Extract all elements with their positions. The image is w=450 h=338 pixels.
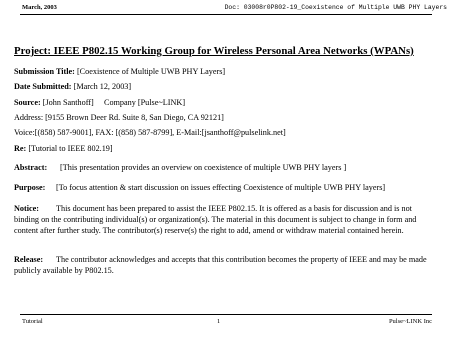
header-date: March, 2003	[22, 4, 57, 11]
source-label: Source:	[14, 98, 41, 107]
date-submitted-line	[14, 82, 131, 91]
release-label: Release:	[14, 255, 44, 264]
re-line	[14, 144, 113, 153]
notice-text: This document has been prepared to assist the IEEE P802.15. It is offered as a basis for discussion and is not binding on the contributing individual(s) or organization(s). The material in this document is subject to change in form and content after further study. The contributor(s) reserve(s) the right to add, amend or withdraw material contained herein.	[14, 204, 417, 235]
abstract-value: [This presentation provides an overview on coexistence of multiple UWB PHY layers ]	[60, 163, 347, 172]
release-text: The contributor acknowledges and accepts that this contribution becomes the property of IEEE and may be made publicly available by P802.15.	[14, 255, 427, 275]
page-title: Project: IEEE P802.15 Working Group for Wireless Personal Area Networks (WPANs)	[14, 45, 414, 57]
date-submitted-label: Date Submitted:	[14, 82, 72, 91]
re-label: Re:	[14, 144, 27, 153]
submission-title-line	[14, 67, 225, 76]
purpose-label: Purpose:	[14, 183, 46, 192]
source-value: [John Santhoff] Company [Pulse~LINK]	[40, 98, 186, 107]
date-submitted-value: [March 12, 2003]	[71, 82, 132, 91]
header-rule	[20, 14, 432, 15]
purpose-value: [To focus attention & start discussion on issues effecting Coexistence of multiple UWB PHY layers]	[56, 183, 386, 192]
footer-right: Pulse~LINK Inc	[388, 318, 432, 325]
address-line: Address: [9155 Brown Deer Rd. Suite 8, San Diego, CA 92121]	[14, 113, 224, 122]
re-value: [Tutorial to IEEE 802.19]	[26, 144, 113, 153]
footer-rule	[20, 314, 432, 315]
submission-title-label: Submission Title:	[14, 67, 75, 76]
source-line	[14, 98, 185, 107]
header-doc-id: Doc: 03008r0P802-19_Coexistence of Multiple UWB PHY Layers	[224, 4, 447, 11]
submission-title-value: [Coexistence of Multiple UWB PHY Layers]	[74, 67, 226, 76]
abstract-label: Abstract:	[14, 163, 48, 172]
footer-page-number: 1	[217, 318, 221, 325]
footer-left: Tutorial	[22, 318, 43, 325]
notice-label: Notice:	[14, 204, 40, 213]
voice-line: Voice:[(858) 587-9001], FAX: [(858) 587-8799], E-Mail:[jsanthoff@pulselink.net]	[14, 128, 286, 137]
